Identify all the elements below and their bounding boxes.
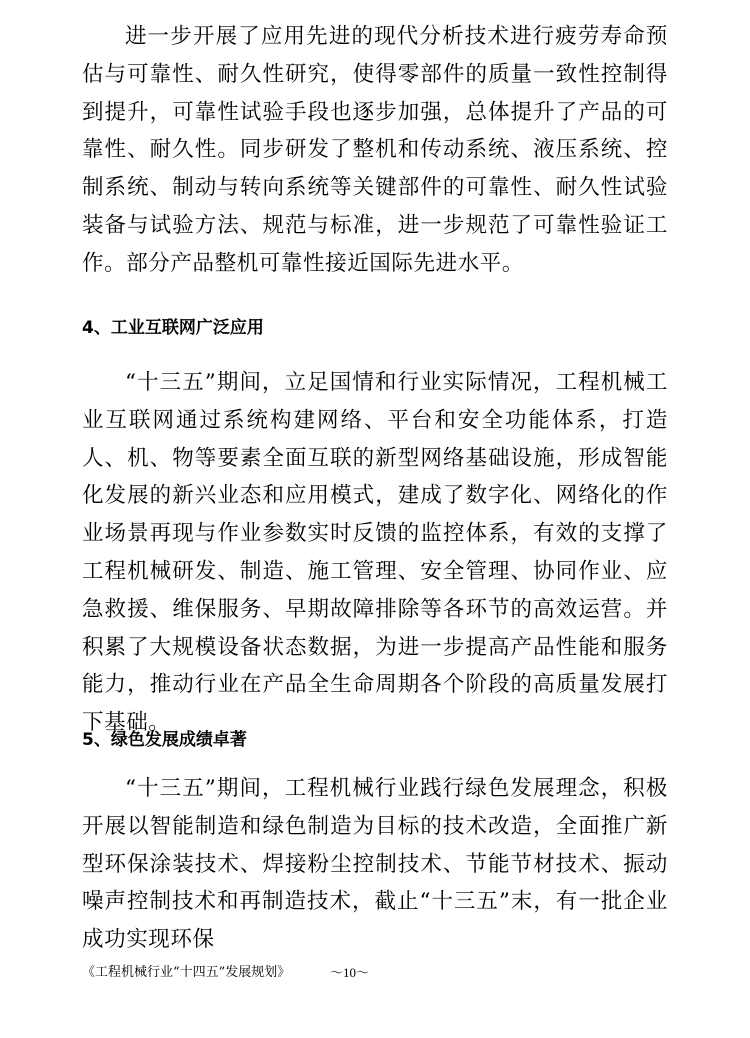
body-paragraph-2: “十三五”期间，立足国情和行业实际情况，工程机械工业互联网通过系统构建网络、平台和安全功能体系，打造人、机、物等要素全面互联的新型网络基础设施，形成智能化发展的新兴业态和应用模式，建成了数字化、网络化的作业场景再现与作业参数实时反馈的监控体系，有效的支撑了工程机械研发、制造、施工管理、安全管理、协同作业、应急救援、维保服务、早期故障排除等各环节的高效运营。并积累了大规模设备状态数据，为进一步提高产品性能和服务能力，推动行业在产品全生命周期各个阶段的高质量发展打下基础。 xyxy=(82,370,668,736)
body-paragraph-1: 进一步开展了应用先进的现代分析技术进行疲劳寿命预估与可靠性、耐久性研究，使得零部件的质量一致性控制得到提升，可靠性试验手段也逐步加强，总体提升了产品的可靠性、耐久性。同步研发了整机和传动系统、液压系统、控制系统、制动与转向系统等关键部件的可靠性、耐久性试验装备与试验方法、规范与标准，进一步规范了可靠性验证工作。部分产品整机可靠性接近国际先进水平。 xyxy=(82,24,668,276)
footer-page-number: ～10～ xyxy=(330,965,370,980)
section-heading-green-development: 5、绿色发展成绩卓著 xyxy=(82,730,247,750)
body-paragraph-3: “十三五”期间，工程机械行业践行绿色发展理念，积极开展以智能制造和绿色制造为目标的技术改造，全面推广新型环保涂装技术、焊接粉尘控制技术、节能节材技术、振动噪声控制技术和再制造技术，截止“十三五”末，有一批企业成功实现环保 xyxy=(82,776,668,953)
section-heading-industrial-internet: 4、工业互联网广泛应用 xyxy=(82,318,264,338)
footer-document-title: 《工程机械行业“十四五”发展规划》 xyxy=(82,965,291,980)
